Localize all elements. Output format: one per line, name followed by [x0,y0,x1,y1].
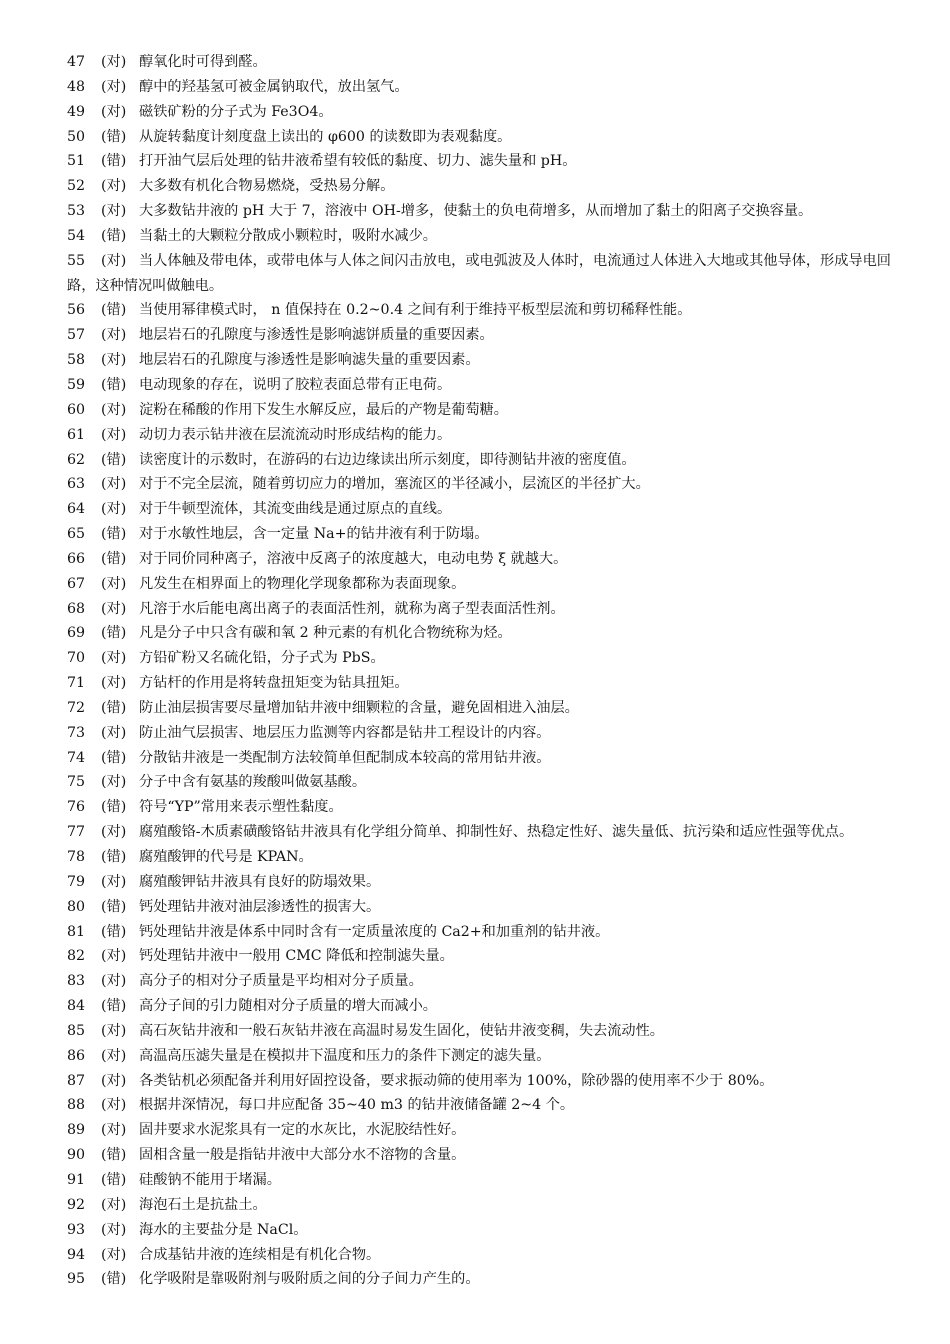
item-number: 85 [67,1022,86,1039]
item-number: 88 [67,1097,86,1114]
list-item [0,75,950,100]
statement-text: 读密度计的示数时，在游码的右边边缘读出所示刻度，即待测钻井液的密度值。 [139,451,636,468]
item-number: 56 [67,302,86,319]
answer-mark: (错) [101,227,127,244]
list-item [0,323,950,348]
answer-mark: (错) [101,128,127,145]
answer-mark: (对) [101,1097,127,1114]
statement-text: 大多数钻井液的 pH 大于 7，溶液中 OH-增多，使黏土的负电荷增多，从而增加了黏土的阳离子交换容量。 [139,203,813,220]
item-number: 65 [67,526,86,543]
statement-text: 高分子间的引力随相对分子质量的增大而减小。 [139,998,437,1015]
list-item [0,1193,950,1218]
statement-text: 符号“YP”常用来表示塑性黏度。 [139,799,343,816]
item-number: 95 [67,1271,86,1288]
statement-text: 合成基钻井液的连续相是有机化合物。 [139,1246,381,1263]
statement-text: 电动现象的存在，说明了胶粒表面总带有正电荷。 [139,376,452,393]
answer-mark: (对) [101,1122,127,1139]
item-number: 61 [67,426,86,443]
statement-text: 打开油气层后处理的钻井液希望有较低的黏度、切力、滤失量和 pH。 [139,153,577,170]
statement-text: 防止油气层损害、地层压力监测等内容都是钻井工程设计的内容。 [139,724,551,741]
statement-text: 钙处理钻井液是体系中同时含有一定质量浓度的 Ca2+和加重剂的钻井液。 [139,923,610,940]
item-number: 58 [67,352,86,369]
statement-text: 高石灰钻井液和一般石灰钻井液在高温时易发生固化，使钻井液变稠，失去流动性。 [139,1022,664,1039]
answer-mark: (对) [101,1022,127,1039]
list-item [0,50,950,75]
item-number: 50 [67,128,86,145]
answer-mark: (对) [101,1072,127,1089]
item-number: 75 [67,774,86,791]
item-number: 59 [67,376,86,393]
list-item [0,348,950,373]
list-item [0,572,950,597]
statement-text: 根据井深情况，每口井应配备 35~40 m3 的钻井液储备罐 2~4 个。 [139,1097,575,1114]
list-item [0,746,950,771]
item-number: 87 [67,1072,86,1089]
answer-mark: (对) [101,600,127,617]
list-item [0,696,950,721]
list-item [0,721,950,746]
list-item [0,249,950,299]
answer-mark: (错) [101,550,127,567]
statement-text: 化学吸附是靠吸附剂与吸附质之间的分子间力产生的。 [139,1271,480,1288]
item-number: 68 [67,600,86,617]
answer-mark: (对) [101,774,127,791]
answer-mark: (对) [101,1047,127,1064]
list-item [0,174,950,199]
statement-text: 磁铁矿粉的分子式为 Fe3O4。 [139,103,333,120]
statement-text: 高温高压滤失量是在模拟井下温度和压力的条件下测定的滤失量。 [139,1047,551,1064]
answer-mark: (错) [101,625,127,642]
list-item [0,1069,950,1094]
item-number: 66 [67,550,86,567]
item-number: 74 [67,749,86,766]
statement-text: 对于水敏性地层，含一定量 Na+的钻井液有利于防塌。 [139,526,489,543]
answer-mark: (对) [101,501,127,518]
item-number: 71 [67,675,86,692]
statement-text: 当人体触及带电体，或带电体与人体之间闪击放电，或电弧波及人体时，电流通过人体进入大地或其他导体，形成导电回路，这种情况叫做触电。 [67,252,891,294]
statement-text: 对于同价同种离子，溶液中反离子的浓度越大，电动电势 ξ 就越大。 [139,550,568,567]
list-item [0,472,950,497]
answer-mark: (对) [101,650,127,667]
answer-mark: (对) [101,575,127,592]
statement-text: 凡溶于水后能电离出离子的表面活性剂，就称为离子型表面活性剂。 [139,600,565,617]
statement-text: 动切力表示钻井液在层流流动时形成结构的能力。 [139,426,452,443]
answer-mark: (对) [101,724,127,741]
answer-mark: (对) [101,203,127,220]
answer-mark: (对) [101,973,127,990]
answer-mark: (对) [101,352,127,369]
statement-text: 醇氧化时可得到醛。 [139,54,267,70]
answer-mark: (错) [101,1147,127,1164]
statement-text: 从旋转黏度计刻度盘上读出的 φ600 的读数即为表观黏度。 [139,128,512,145]
statement-text: 海泡石土是抗盐土。 [139,1196,267,1213]
answer-mark: (错) [101,749,127,766]
statement-text: 当黏土的大颗粒分散成小颗粒时，吸附水减少。 [139,227,437,244]
item-number: 47 [67,54,86,70]
list-item [0,1044,950,1069]
answer-mark: (对) [101,401,127,418]
list-item [0,1267,950,1292]
answer-mark: (错) [101,526,127,543]
list-item [0,895,950,920]
item-number: 49 [67,103,86,120]
item-number: 67 [67,575,86,592]
item-number: 94 [67,1246,86,1263]
answer-mark: (错) [101,998,127,1015]
list-item [0,795,950,820]
answer-mark: (对) [101,873,127,890]
statement-text: 淀粉在稀酸的作用下发生水解反应，最后的产物是葡萄糖。 [139,401,508,418]
list-item [0,646,950,671]
answer-mark: (对) [101,327,127,344]
list-item [0,224,950,249]
statement-text: 方钻杆的作用是将转盘扭矩变为钻具扭矩。 [139,675,409,692]
list-item [0,1093,950,1118]
item-number: 54 [67,227,86,244]
statement-text: 固相含量一般是指钻井液中大部分水不溶物的含量。 [139,1147,466,1164]
item-number: 55 [67,252,86,269]
item-number: 91 [67,1171,86,1188]
item-number: 81 [67,923,86,940]
list-item [0,820,950,845]
list-item [0,1143,950,1168]
statement-text: 固井要求水泥浆具有一定的水灰比，水泥胶结性好。 [139,1122,466,1139]
item-number: 92 [67,1196,86,1213]
item-number: 73 [67,724,86,741]
answer-mark: (对) [101,178,127,195]
answer-mark: (对) [101,824,127,841]
statement-text: 分子中含有氨基的羧酸叫做氨基酸。 [139,774,367,791]
answer-mark: (对) [101,476,127,493]
list-item [0,149,950,174]
item-number: 57 [67,327,86,344]
statement-text: 硅酸钠不能用于堵漏。 [139,1171,281,1188]
list-item [0,199,950,224]
answer-mark: (错) [101,923,127,940]
list-item [0,1118,950,1143]
statement-text: 腐殖酸钾的代号是 KPAN。 [139,849,313,865]
list-item [0,298,950,323]
answer-mark: (错) [101,451,127,468]
statement-text: 方铅矿粉又名硫化铅，分子式为 PbS。 [139,650,385,667]
statement-text: 凡是分子中只含有碳和氧 2 种元素的有机化合物统称为烃。 [139,625,512,642]
statement-text: 凡发生在相界面上的物理化学现象都称为表面现象。 [139,575,466,592]
list-item [0,125,950,150]
answer-mark: (对) [101,426,127,443]
answer-mark: (对) [101,103,127,120]
answer-mark: (错) [101,898,127,915]
item-number: 64 [67,501,86,518]
list-item [0,1019,950,1044]
answer-mark: (错) [101,1271,127,1288]
item-number: 80 [67,898,86,915]
answer-mark: (对) [101,252,127,269]
statement-text: 腐殖酸钾钻井液具有良好的防塌效果。 [139,873,381,890]
item-number: 60 [67,401,86,418]
list-item [0,398,950,423]
item-number: 72 [67,699,86,716]
list-item [0,1168,950,1193]
statement-text: 钙处理钻井液中一般用 CMC 降低和控制滤失量。 [139,948,454,965]
answer-mark: (对) [101,675,127,692]
list-item [0,920,950,945]
item-number: 62 [67,451,86,468]
answer-mark: (对) [101,78,127,95]
list-item [0,1243,950,1268]
list-item [0,770,950,795]
list-item [0,1218,950,1243]
statement-text: 防止油层损害要尽量增加钻井液中细颗粒的含量，避免固相进入油层。 [139,699,579,716]
answer-mark: (错) [101,799,127,816]
list-item [0,621,950,646]
answer-mark: (错) [101,302,127,319]
item-number: 79 [67,873,86,890]
statement-text: 海水的主要盐分是 NaCl。 [139,1221,308,1238]
list-item [0,547,950,572]
item-number: 90 [67,1147,86,1164]
statement-text: 醇中的羟基氢可被金属钠取代，放出氢气。 [139,78,409,95]
answer-mark: (对) [101,1221,127,1238]
statement-text: 高分子的相对分子质量是平均相对分子质量。 [139,973,423,990]
list-item [0,969,950,994]
item-number: 78 [67,849,86,865]
answer-mark: (对) [101,1196,127,1213]
item-number: 70 [67,650,86,667]
list-item [0,994,950,1019]
list-item [0,944,950,969]
statement-text: 各类钻机必须配备并利用好固控设备，要求振动筛的使用率为 100%，除砂器的使用率不少于 80%。 [139,1072,774,1089]
answer-mark: (错) [101,849,127,865]
answer-mark: (错) [101,1171,127,1188]
item-number: 52 [67,178,86,195]
list-item [0,423,950,448]
answer-mark: (错) [101,376,127,393]
item-number: 53 [67,203,86,220]
item-number: 84 [67,998,86,1015]
statement-text: 地层岩石的孔隙度与渗透性是影响滤失量的重要因素。 [139,352,480,369]
list-item [0,671,950,696]
item-number: 77 [67,824,86,841]
question-list [0,50,950,1292]
statement-text: 当使用幂律模式时， n 值保持在 0.2~0.4 之间有利于维持平板型层流和剪切稀释性能。 [139,302,692,319]
statement-text: 腐殖酸铬-木质素磺酸铬钻井液具有化学组分简单、抑制性好、热稳定性好、滤失量低、抗污染和适应性强等优点。 [139,824,854,841]
list-item [0,597,950,622]
statement-text: 对于不完全层流，随着剪切应力的增加，塞流区的半径减小，层流区的半径扩大。 [139,476,650,493]
answer-mark: (对) [101,1246,127,1263]
item-number: 69 [67,625,86,642]
statement-text: 对于牛顿型流体，其流变曲线是通过原点的直线。 [139,501,452,518]
list-item [0,870,950,895]
item-number: 89 [67,1122,86,1139]
item-number: 51 [67,153,86,170]
statement-text: 钙处理钻井液对油层渗透性的损害大。 [139,898,381,915]
list-item [0,373,950,398]
statement-text: 大多数有机化合物易燃烧，受热易分解。 [139,178,395,195]
answer-mark: (对) [101,948,127,965]
statement-text: 分散钻井液是一类配制方法较简单但配制成本较高的常用钻井液。 [139,749,551,766]
list-item [0,497,950,522]
item-number: 86 [67,1047,86,1064]
item-number: 63 [67,476,86,493]
list-item [0,448,950,473]
item-number: 48 [67,78,86,95]
answer-mark: (错) [101,153,127,170]
statement-text: 地层岩石的孔隙度与渗透性是影响滤饼质量的重要因素。 [139,327,494,344]
item-number: 93 [67,1221,86,1238]
list-item [0,522,950,547]
answer-mark: (错) [101,699,127,716]
answer-mark: (对) [101,54,127,70]
item-number: 76 [67,799,86,816]
item-number: 82 [67,948,86,965]
list-item [0,100,950,125]
item-number: 83 [67,973,86,990]
list-item [0,845,950,870]
